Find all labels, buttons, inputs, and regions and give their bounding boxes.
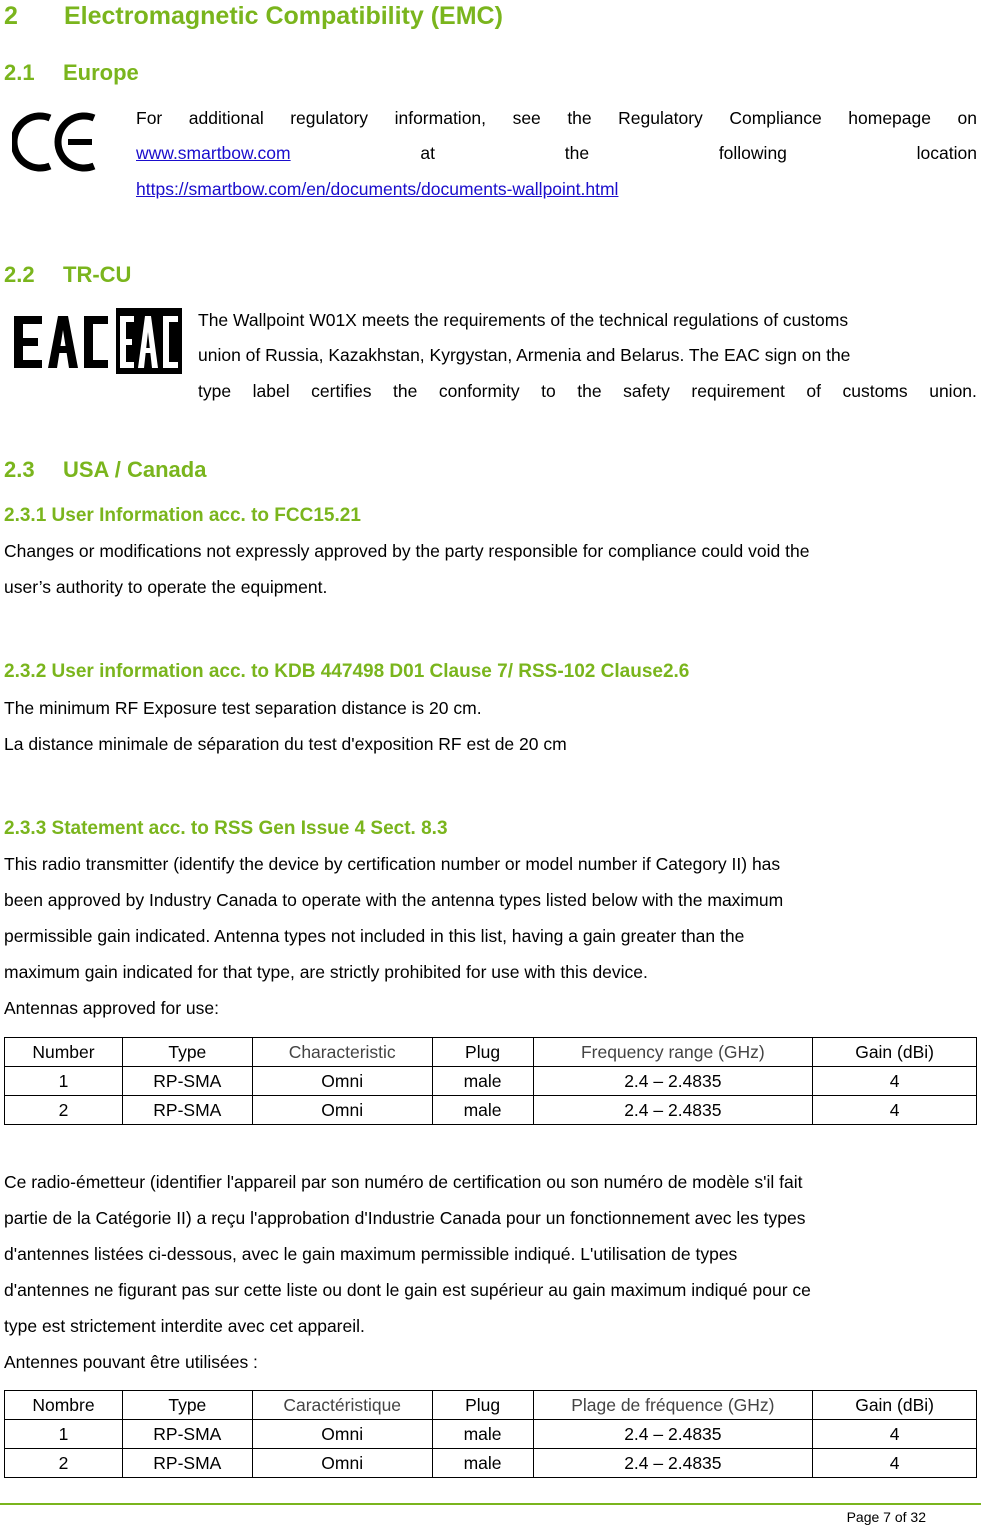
usa-canada-number: 2.3 bbox=[4, 457, 35, 482]
table-header-cell: Characteristic bbox=[252, 1038, 432, 1067]
table-header-cell: Frequency range (GHz) bbox=[533, 1038, 813, 1067]
footer-divider bbox=[0, 1503, 981, 1505]
usa-canada-title: USA / Canada bbox=[63, 457, 207, 482]
europe-number: 2.1 bbox=[4, 60, 35, 85]
table-cell: 4 bbox=[813, 1449, 977, 1478]
trcu-word: union. bbox=[929, 381, 977, 401]
trcu-title: TR-CU bbox=[63, 262, 132, 287]
rss-gen-line-fr: d'antennes ne figurant pas sur cette liste ou dont le gain est supérieur au gain maximum indiqué pour ce bbox=[4, 1280, 811, 1300]
table-cell: male bbox=[432, 1449, 533, 1478]
rss-gen-line: been approved by Industry Canada to operate with the antenna types listed below with the maximum bbox=[4, 890, 784, 910]
rss-gen-line: permissible gain indicated. Antenna types not included in this list, having a gain greater than the bbox=[4, 926, 745, 946]
europe-word: the bbox=[564, 143, 590, 163]
rss-gen-line-fr: Antennes pouvant être utilisées : bbox=[4, 1352, 258, 1372]
table-header-cell: Type bbox=[122, 1391, 252, 1420]
europe-line-3 bbox=[136, 171, 618, 207]
table-cell: 4 bbox=[813, 1420, 977, 1449]
table-cell: Omni bbox=[252, 1420, 432, 1449]
trcu-word: safety bbox=[623, 381, 670, 401]
fcc-heading: 2.3.1 User Information acc. to FCC15.21 bbox=[4, 505, 361, 526]
rss-gen-heading: 2.3.3 Statement acc. to RSS Gen Issue 4 Sect. 8.3 bbox=[4, 818, 448, 839]
trcu-word: label bbox=[252, 381, 290, 401]
fcc-paragraph bbox=[4, 533, 974, 605]
trcu-heading bbox=[4, 262, 131, 288]
table-header-cell: Type bbox=[122, 1038, 252, 1067]
table-header-cell: Plug bbox=[432, 1038, 533, 1067]
table-row bbox=[5, 1420, 977, 1449]
table-cell: 2.4 – 2.4835 bbox=[533, 1096, 813, 1125]
trcu-word: customs bbox=[842, 381, 908, 401]
eac-mark-logo bbox=[10, 306, 184, 376]
table-header-cell: Gain (dBi) bbox=[813, 1038, 977, 1067]
europe-title: Europe bbox=[63, 60, 139, 85]
rf-exposure-line-fr: La distance minimale de séparation du test d'exposition RF est de 20 cm bbox=[4, 734, 567, 754]
table-cell: male bbox=[432, 1067, 533, 1096]
europe-word: on bbox=[957, 108, 977, 128]
europe-word: Compliance bbox=[729, 108, 822, 128]
rss-gen-line: maximum gain indicated for that type, are strictly prohibited for use with this device. bbox=[4, 962, 648, 982]
europe-line-2 bbox=[136, 135, 977, 171]
table-cell: 2 bbox=[5, 1449, 123, 1478]
table-row bbox=[5, 1096, 977, 1125]
table-cell: Omni bbox=[252, 1096, 432, 1125]
rss-gen-line-fr: type est strictement interdite avec cet appareil. bbox=[4, 1316, 365, 1336]
europe-word: the bbox=[567, 108, 592, 128]
table-header-cell: Gain (dBi) bbox=[813, 1391, 977, 1420]
trcu-line-2: union of Russia, Kazakhstan, Kyrgystan, Armenia and Belarus. The EAC sign on the bbox=[198, 345, 851, 365]
section-heading bbox=[4, 2, 503, 31]
europe-line-1 bbox=[136, 100, 977, 136]
smartbow-homepage-link[interactable]: www.smartbow.com bbox=[136, 143, 291, 163]
table-cell: 2 bbox=[5, 1096, 123, 1125]
rf-exposure-heading: 2.3.2 User information acc. to KDB 447498 D01 Clause 7/ RSS-102 Clause2.6 bbox=[4, 661, 690, 682]
rf-exposure-paragraph bbox=[4, 690, 974, 762]
trcu-word: of bbox=[806, 381, 821, 401]
europe-word: additional bbox=[188, 108, 264, 128]
table-cell: RP-SMA bbox=[122, 1420, 252, 1449]
table-cell: 1 bbox=[5, 1420, 123, 1449]
table-cell: RP-SMA bbox=[122, 1449, 252, 1478]
europe-word: regulatory bbox=[290, 108, 369, 128]
fcc-line: Changes or modifications not expressly approved by the party responsible for compliance could void the bbox=[4, 541, 810, 561]
table-header-cell: Plug bbox=[432, 1391, 533, 1420]
europe-word: following bbox=[718, 143, 787, 163]
table-header-row bbox=[5, 1391, 977, 1420]
table-cell: 2.4 – 2.4835 bbox=[533, 1420, 813, 1449]
europe-word: at bbox=[420, 143, 435, 163]
table-cell: 2.4 – 2.4835 bbox=[533, 1449, 813, 1478]
table-cell: RP-SMA bbox=[122, 1096, 252, 1125]
section-number: 2 bbox=[4, 2, 18, 30]
table-cell: Omni bbox=[252, 1449, 432, 1478]
europe-word: For bbox=[136, 108, 163, 128]
trcu-line-1: The Wallpoint W01X meets the requirements of the technical regulations of customs bbox=[198, 310, 849, 330]
table-cell: RP-SMA bbox=[122, 1067, 252, 1096]
europe-word: see bbox=[512, 108, 541, 128]
trcu-word: conformity bbox=[438, 381, 520, 401]
page-number: Page 7 of 32 bbox=[846, 1509, 926, 1525]
table-cell: 4 bbox=[813, 1067, 977, 1096]
table-row bbox=[5, 1449, 977, 1478]
rss-gen-paragraph-en bbox=[4, 846, 974, 1026]
rss-gen-paragraph-fr bbox=[4, 1164, 974, 1380]
section-title: Electromagnetic Compatibility (EMC) bbox=[64, 2, 503, 30]
trcu-word: certifies bbox=[311, 381, 372, 401]
europe-word: homepage bbox=[848, 108, 931, 128]
europe-word: Regulatory bbox=[618, 108, 703, 128]
trcu-number: 2.2 bbox=[4, 262, 35, 287]
rf-exposure-line-en: The minimum RF Exposure test separation distance is 20 cm. bbox=[4, 698, 482, 718]
trcu-word: the bbox=[577, 381, 602, 401]
table-cell: 1 bbox=[5, 1067, 123, 1096]
rss-gen-line: Antennas approved for use: bbox=[4, 998, 220, 1018]
europe-heading bbox=[4, 60, 139, 86]
table-header-cell: Nombre bbox=[5, 1391, 123, 1420]
table-cell: male bbox=[432, 1096, 533, 1125]
trcu-word: requirement bbox=[691, 381, 785, 401]
table-cell: Omni bbox=[252, 1067, 432, 1096]
antenna-table-fr bbox=[4, 1390, 977, 1478]
ce-mark-logo bbox=[12, 112, 98, 172]
rss-gen-line-fr: d'antennes listées ci-dessous, avec le gain maximum permissible indiqué. L'utilisation de types bbox=[4, 1244, 738, 1264]
rss-gen-line-fr: Ce radio-émetteur (identifier l'appareil par son numéro de certification ou son numéro de modèle s'il fait bbox=[4, 1172, 803, 1192]
table-cell: 2.4 – 2.4835 bbox=[533, 1067, 813, 1096]
trcu-word: type bbox=[198, 381, 232, 401]
europe-word: location bbox=[916, 143, 977, 163]
table-header-cell: Plage de fréquence (GHz) bbox=[533, 1391, 813, 1420]
table-cell: male bbox=[432, 1420, 533, 1449]
fcc-line: user’s authority to operate the equipment. bbox=[4, 577, 328, 597]
europe-word: information, bbox=[394, 108, 487, 128]
table-header-cell: Caractéristique bbox=[252, 1391, 432, 1420]
trcu-word: the bbox=[393, 381, 418, 401]
table-row bbox=[5, 1067, 977, 1096]
table-header-cell: Number bbox=[5, 1038, 123, 1067]
table-header-row bbox=[5, 1038, 977, 1067]
usa-canada-heading bbox=[4, 457, 206, 483]
trcu-word: to bbox=[541, 381, 556, 401]
table-cell: 4 bbox=[813, 1096, 977, 1125]
wallpoint-documents-link[interactable]: https://smartbow.com/en/documents/documents-wallpoint.html bbox=[136, 179, 619, 199]
trcu-line-3 bbox=[198, 373, 977, 409]
rss-gen-line-fr: partie de la Catégorie II) a reçu l'approbation d'Industrie Canada pour un fonctionnement avec les types bbox=[4, 1208, 806, 1228]
rss-gen-line: This radio transmitter (identify the device by certification number or model number if Category II) has bbox=[4, 854, 781, 874]
antenna-table-en bbox=[4, 1037, 977, 1125]
